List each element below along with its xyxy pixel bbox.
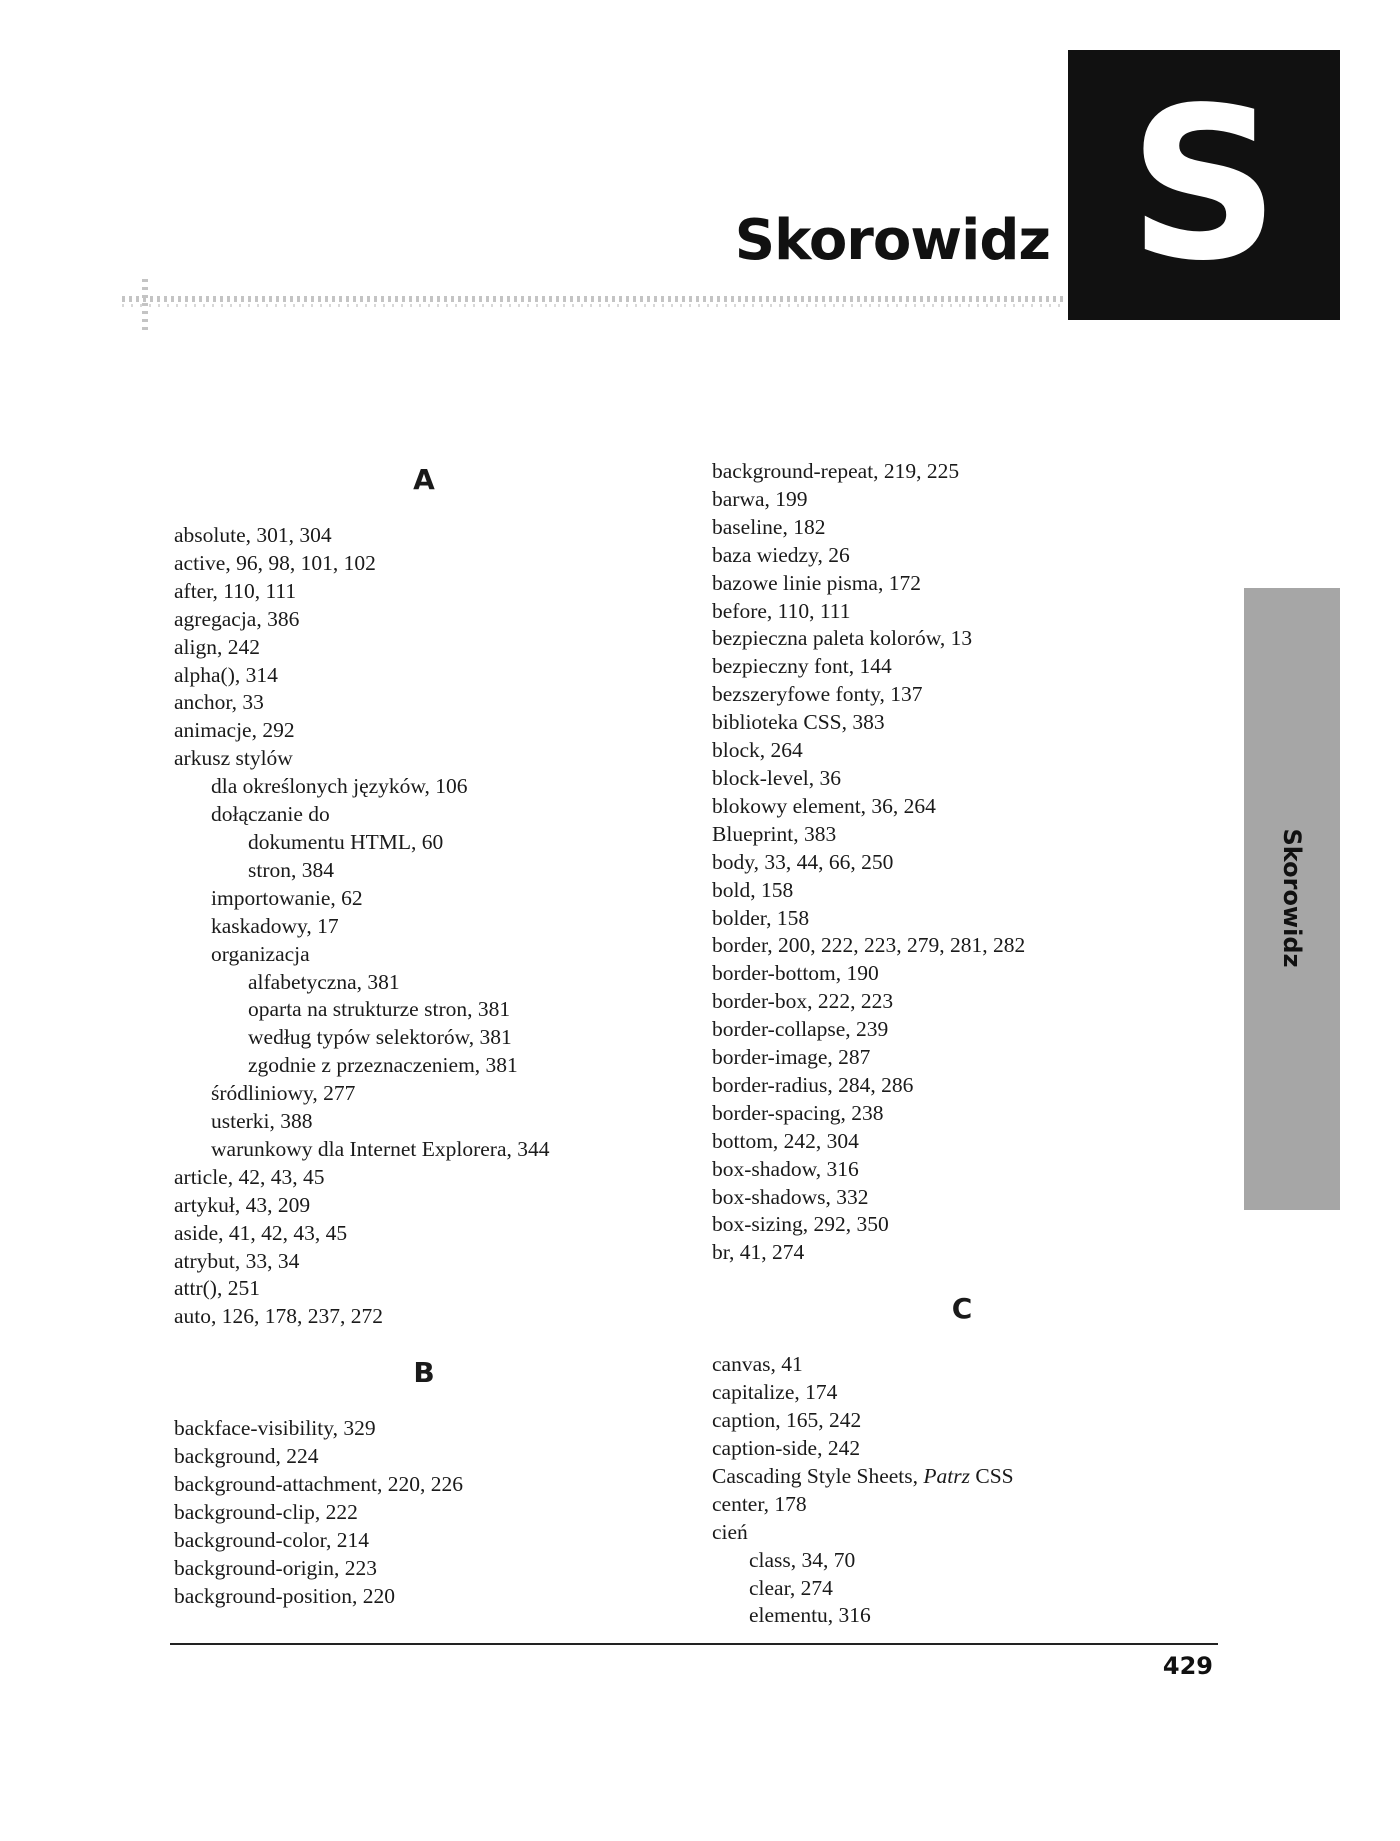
index-subentry: clear, 274 [749,1575,833,1600]
index-entry: Blueprint, 383 [712,821,837,846]
index-entry: border-spacing, 238 [712,1100,884,1125]
index-entry: box-shadow, 316 [712,1156,859,1181]
dotted-rule-secondary [122,304,1066,307]
index-entry: aside, 41, 42, 43, 45 [174,1220,348,1245]
index-entry: border-radius, 284, 286 [712,1072,914,1097]
index-entry: alpha(), 314 [174,662,278,687]
index-subentry: śródliniowy, 277 [211,1081,356,1106]
index-subentry: dla określonych języków, 106 [211,774,468,799]
index-entry: border-box, 222, 223 [712,989,894,1014]
chapter-title: Skorowidz [734,208,1050,273]
index-subsubentry: oparta na strukturze stron, 381 [248,997,511,1022]
index-entry: caption-side, 242 [712,1436,861,1460]
index-subentry: importowanie, 62 [211,885,363,910]
cross-reference-term: Cascading Style Sheets, [712,1463,924,1488]
index-entry: barwa, 199 [712,486,808,511]
index-entry: bolder, 158 [712,905,810,930]
index-entry: anchor, 33 [174,690,264,715]
thumb-tab-label: Skorowidz [1278,828,1306,968]
index-subsubentry: dokumentu HTML, 60 [248,829,444,854]
index-entry: caption, 165, 242 [712,1408,862,1433]
index-entry: background, 224 [174,1444,319,1469]
index-entry: bazowe linie pisma, 172 [712,570,921,595]
page-number: 429 [1162,1652,1213,1680]
index-entry: blokowy element, 36, 264 [712,793,936,818]
index-entry: bezpieczny font, 144 [712,654,892,679]
index-entry-cross-reference [712,1463,1192,1491]
index-column-left [174,458,654,1611]
dotted-rule [122,296,1066,302]
index-entry: center, 178 [712,1491,807,1516]
index-entry: box-shadows, 332 [712,1184,869,1209]
index-entry: atrybut, 33, 34 [174,1248,300,1273]
section-letter-b: B [413,1356,435,1390]
index-entry: bezpieczna paleta kolorów, 13 [712,626,973,651]
index-subentry: organizacja [211,941,310,966]
index-entry: background-repeat, 219, 225 [712,459,960,483]
index-entry: block-level, 36 [712,765,841,790]
index-entry: after, 110, 111 [174,578,297,603]
index-entry: align, 242 [174,634,260,659]
index-entry: bezszeryfowe fonty, 137 [712,682,923,707]
section-letter-a: A [413,463,435,496]
index-entry: background-origin, 223 [174,1555,378,1580]
index-entry: before, 110, 111 [712,598,851,623]
index-entry: border, 200, 222, 223, 279, 281, 282 [712,933,1026,958]
index-entry: background-clip, 222 [174,1500,358,1524]
index-subentry: dołączanie do [211,802,330,827]
index-entry: capitalize, 174 [712,1380,838,1405]
index-subentry: warunkowy dla Internet Explorera, 344 [211,1136,550,1161]
index-entry: background-attachment, 220, 226 [174,1472,463,1497]
index-entry: absolute, 301, 304 [174,523,332,547]
footer-rule [170,1643,1218,1645]
cross-reference-see: Patrz [923,1463,970,1488]
index-subsubentry: według typów selektorów, 381 [248,1025,512,1050]
index-entry: background-color, 214 [174,1527,369,1552]
index-subentry: usterki, 388 [211,1109,313,1134]
index-entry: active, 96, 98, 101, 102 [174,550,376,575]
index-entry: block, 264 [712,738,803,763]
index-entry: agregacja, 386 [174,606,300,631]
index-subsubentry: alfabetyczna, 381 [248,969,400,994]
index-subsubentry: stron, 384 [248,857,334,882]
index-entry: backface-visibility, 329 [174,1416,376,1441]
index-entry: biblioteka CSS, 383 [712,710,885,735]
index-entry: artykuł, 43, 209 [174,1192,311,1217]
index-entry: canvas, 41 [712,1352,803,1377]
index-entry: box-sizing, 292, 350 [712,1212,889,1237]
section-letter-c: C [951,1292,973,1326]
index-entry: article, 42, 43, 45 [174,1164,325,1189]
cross-reference-target: CSS [969,1463,1014,1488]
index-subentry: elementu, 316 [749,1603,871,1628]
index-entry: border-collapse, 239 [712,1017,889,1042]
index-entry: border-bottom, 190 [712,961,879,986]
index-entry: auto, 126, 178, 237, 272 [174,1304,384,1329]
index-entry: arkusz stylów [174,746,293,771]
index-entry: animacje, 292 [174,718,295,743]
index-column-right [712,458,1192,1630]
index-subentry: kaskadowy, 17 [211,913,339,938]
index-entry: br, 41, 274 [712,1240,805,1265]
index-entry: body, 33, 44, 66, 250 [712,849,894,874]
chapter-letter: S [1128,62,1280,307]
dotted-corner-mark [142,278,148,330]
index-subentry: class, 34, 70 [749,1547,856,1572]
index-entry: border-image, 287 [712,1045,871,1070]
thumb-tab [1244,588,1340,1210]
index-entry: baseline, 182 [712,514,826,539]
index-entry: bottom, 242, 304 [712,1128,859,1153]
index-subsubentry: zgodnie z przeznaczeniem, 381 [248,1053,518,1078]
index-entry: attr(), 251 [174,1276,260,1301]
index-entry: baza wiedzy, 26 [712,542,850,567]
chapter-letter-block [1068,50,1340,320]
index-entry: background-position, 220 [174,1583,395,1608]
index-entry: bold, 158 [712,877,794,902]
index-entry: cień [712,1519,748,1544]
